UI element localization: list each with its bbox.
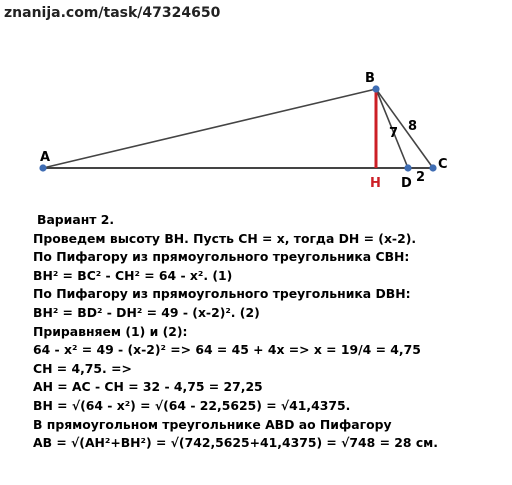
solution-text	[33, 211, 508, 453]
solution-line: AH = AC - CH = 32 - 4,75 = 27,25	[33, 379, 263, 395]
solution-line: BH² = BC² - CH² = 64 - x². (1)	[33, 267, 233, 283]
point-d	[404, 164, 411, 171]
label-a: A	[40, 150, 51, 165]
solution-line: AB = √(AH²+BH²) = √(742,5625+41,4375) = √748 = 28 см.	[33, 435, 439, 451]
segment-ab	[43, 89, 376, 168]
segment-bc	[376, 89, 433, 168]
triangle-figure	[0, 0, 512, 210]
point-c	[429, 164, 436, 171]
length-bc: 8	[408, 119, 418, 134]
point-a	[39, 164, 46, 171]
label-h: H	[370, 176, 381, 191]
solution-line: BH = √(64 - x²) = √(64 - 22,5625) = √41,4375.	[33, 397, 351, 413]
solution-line: 64 - x² = 49 - (x-2)² => 64 = 45 + 4x => x = 19/4 = 4,75	[33, 342, 421, 358]
source-url: znanija.com/task/47324650	[4, 5, 221, 21]
solution-line: BH² = BD² - DH² = 49 - (x-2)². (2)	[33, 304, 260, 320]
solution-line: По Пифагору из прямоугольного треугольника CBH:	[33, 249, 410, 265]
solution-line: Вариант 2.	[37, 212, 115, 227]
solution-line: CH = 4,75. =>	[33, 360, 132, 376]
label-d: D	[401, 176, 412, 191]
length-bd: 7	[389, 126, 399, 141]
length-dc: 2	[416, 170, 426, 185]
label-c: C	[438, 157, 448, 172]
solution-line: Проведем высоту BH. Пусть CH = x, тогда DH = (x-2).	[33, 230, 417, 246]
label-b: B	[365, 71, 375, 86]
solution-line: По Пифагору из прямоугольного треугольника DBH:	[33, 286, 411, 302]
solution-line: Приравняем (1) и (2):	[33, 323, 188, 339]
point-b	[372, 85, 379, 92]
solution-line: В прямоугольном треугольнике ABD ао Пифагору	[33, 416, 392, 432]
